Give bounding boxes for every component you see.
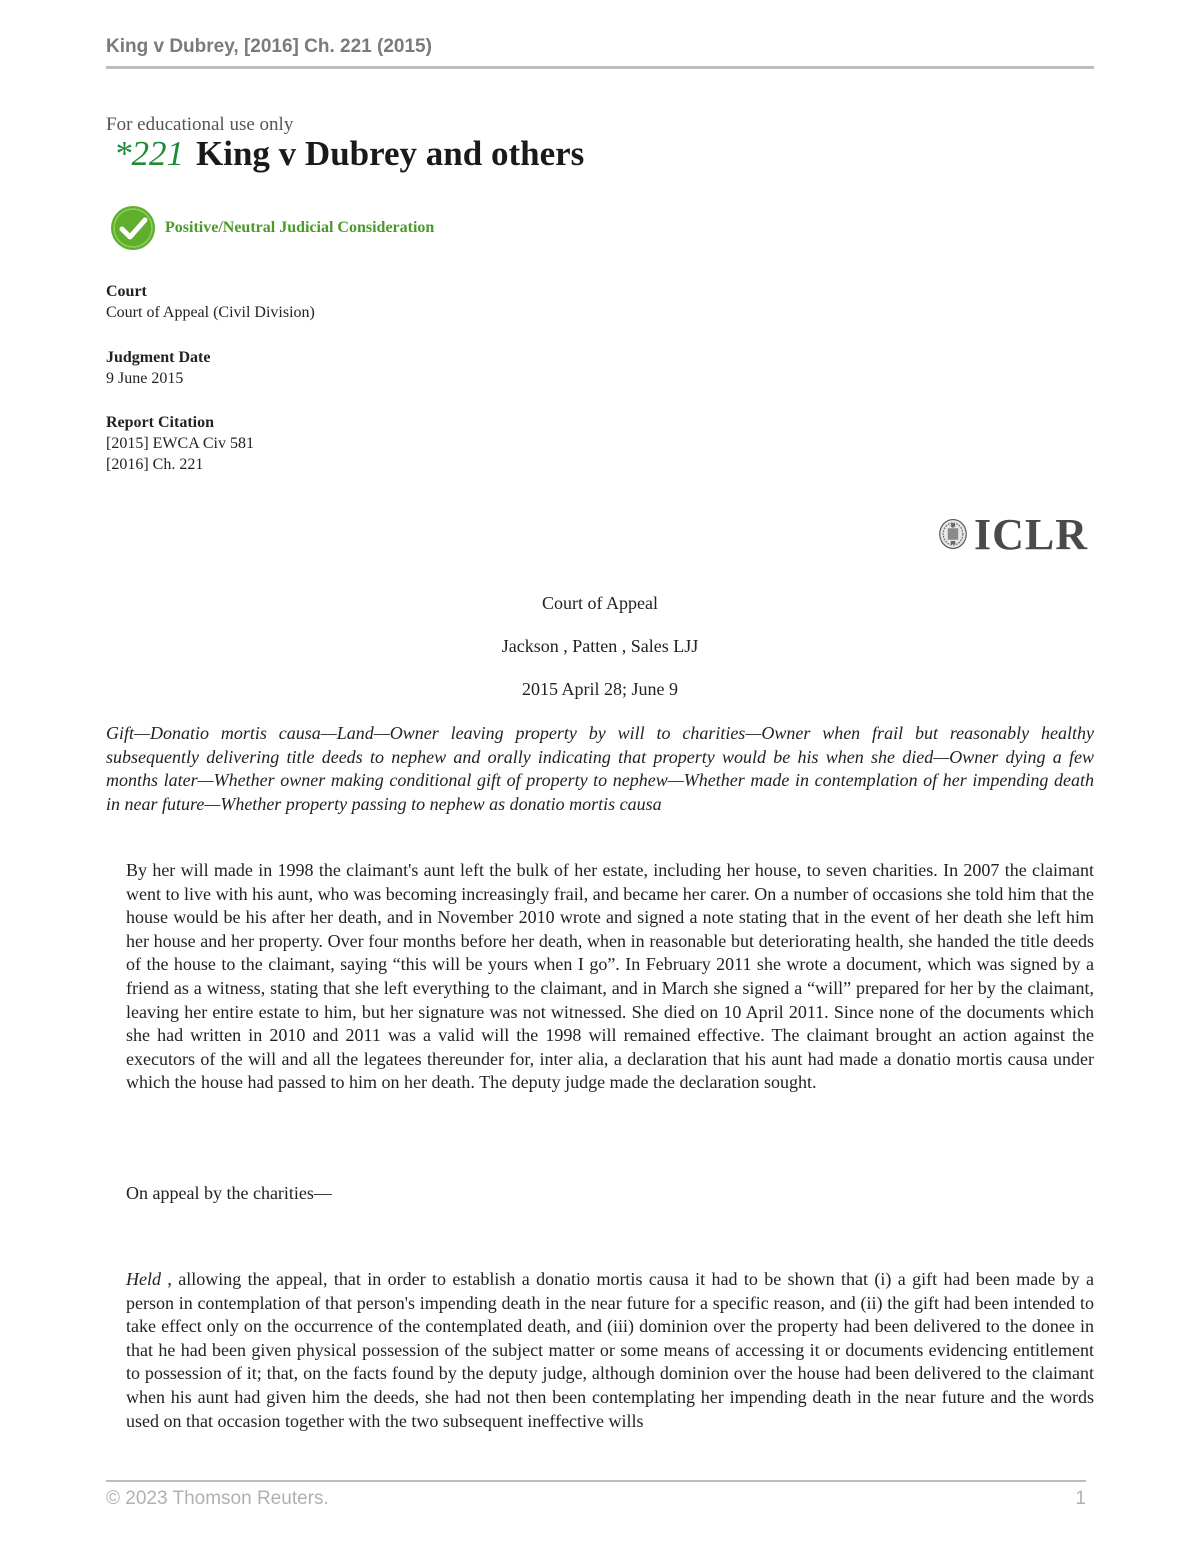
court-heading: Court of Appeal [542,593,658,613]
holding-text: , allowing the appeal, that in order to establish a donatio mortis causa it had to be shown that (i) a gift had been made by a person in contemplation of that person's impending death in the near future for a specific reason, and (ii) the gift had been intended to take effect only on the occurrence of the contemplated death, and (iii) dominion over the property had been delivered to the donee in that he had been given physical possession of the subject matter or some means of accessing it or documents evidencing entitlement to possession of it; that, on the facts found by the deputy judge, although dominion over the house had been delivered to the claimant when his aunt had given him the deeds, she had not then been contemplating her impending death in the near future and the words used on that occasion together with the two subsequent ineffective wills [126,1269,1094,1431]
educational-notice: For educational use only [106,114,294,135]
star-page-number: *221 [114,134,184,173]
appeal-line: On appeal by the charities— [126,1183,332,1203]
page-footer [106,1488,1086,1510]
held-word: Held [126,1269,161,1289]
page-number: 1 [1075,1488,1086,1509]
court-value: Court of Appeal (Civil Division) [106,304,315,321]
copyright: © 2023 Thomson Reuters. [106,1488,329,1509]
document-title: King v Dubrey and others [196,134,585,173]
consideration-label: Positive/Neutral Judicial Consideration [165,219,435,236]
headnote-facts: By her will made in 1998 the claimant's aunt left the bulk of her estate, including her house, to seven charities. In 2007 the claimant went to live with his aunt, who was becoming increasingly frail, and became her carer. On a number of occasions she told him that the house would be his after her death, and in November 2010 wrote and signed a note stating that in the event of her death she left him her house and her property. Over four months before her death, when in reasonable but deteriorating health, she handed the title deeds of the house to the claimant, saying “this will be yours when I go”. In February 2011 she wrote a document, which was signed by a friend as a witness, stating that she left everything to the claimant, and in March she signed a “will” prepared for her by the claimant, leaving her entire estate to him, but her signature was not witnessed. She died on 10 April 2011. Since none of the documents which she had written in 2010 and 2011 was a valid will the 1998 will remained effective. The claimant brought an action against the executors of the will and all the legatees thereunder for, inter alia, a declaration that his aunt had made a donatio mortis causa under which the house had passed to him on her death. The deputy judge made the declaration sought. [126,860,1094,1093]
citation-2: [2016] Ch. 221 [106,456,204,473]
hearing-dates: 2015 April 28; June 9 [522,679,678,699]
document-title-block [114,134,584,174]
citation-1: [2015] EWCA Civ 581 [106,435,254,452]
report-citation-label: Report Citation [106,414,214,431]
report-citation-section [106,412,254,475]
iclr-logo [938,504,1088,564]
judgment-date-section [106,347,210,389]
holding-paragraph [126,1268,1094,1433]
iclr-wordmark: ICLR [973,509,1088,559]
judicial-consideration-flag[interactable] [110,205,434,251]
check-circle-icon [110,205,156,251]
header-divider [106,66,1094,69]
court-label: Court [106,283,147,300]
footer-divider [106,1480,1086,1482]
court-section [106,281,315,323]
judges-line: Jackson , Patten , Sales LJJ [501,636,699,656]
judgment-date-value: 9 June 2015 [106,370,184,387]
crest-icon [938,506,968,562]
judgment-date-label: Judgment Date [106,349,211,366]
running-header: King v Dubrey, [2016] Ch. 221 (2015) [106,36,432,57]
catchwords: Gift—Donatio mortis causa—Land—Owner leaving property by will to charities—Owner when frail but reasonably healthy subsequently delivering title deeds to nephew and orally indicating that property would be his when she died—Owner dying a few months later—Whether owner making conditional gift of property to nephew—Whether made in contemplation of her impending death in near future—Whether property passing to nephew as donatio mortis causa [106,723,1094,814]
